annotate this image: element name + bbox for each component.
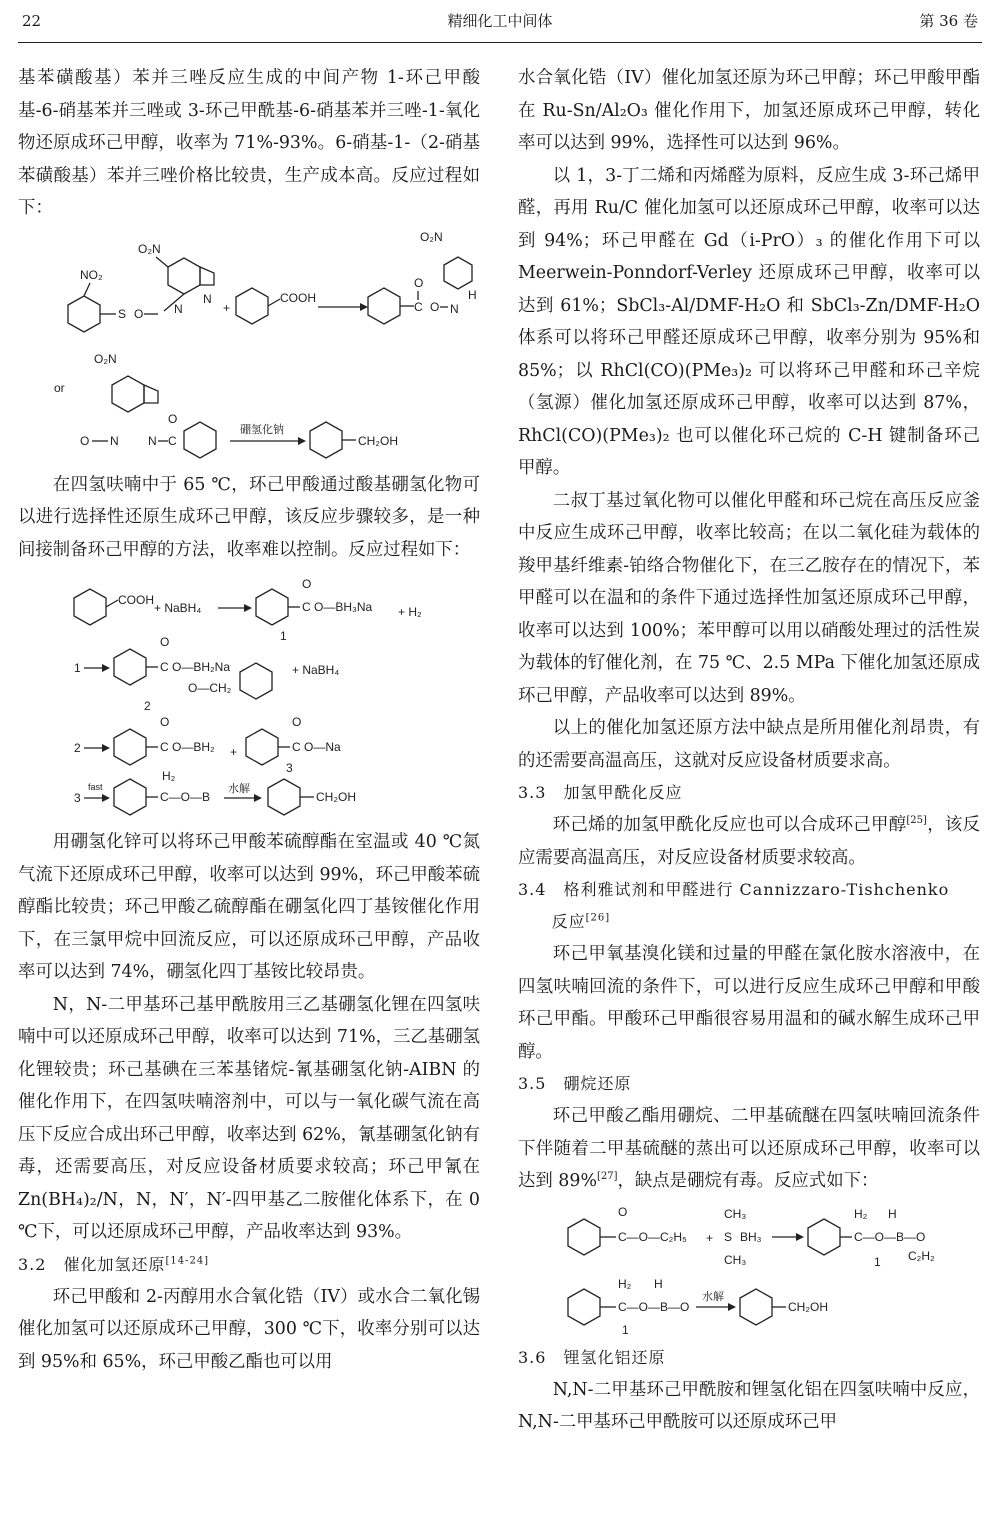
citation: [14-24] xyxy=(165,1255,210,1267)
nitrogen-label: N xyxy=(148,433,157,448)
right-paragraph-2: 以 1，3-丁二烯和丙烯醛为原料，反应生成 3-环己烯甲醛，再用 Ru/C 催化加氢可以还原成环己甲醇，收率可以达到 94%；环己甲醛在 Gd（i-PrO）₃ 的催化作用下可以 Meerwein-Ponndorf-Verley 还原成环己甲醇，收率可以达到 61%；SbCl₃-Al/DMF-H₂O 和 SbCl₃-Zn/DMF-H₂O 体系可以将环己甲醛还原成环己甲醇，收率分别为 95%和 85%；以 RhCl(CO)(PMe₃)₂ 可以将环己甲醛和环己辛烷（氢源）催化加氢还原成环己甲醇，收率可以达到 87%，RhCl(CO)(PMe₃)₂ 也可以催化环己烷的 C-H 键制备环己甲醇。 xyxy=(518,165,980,478)
section-3-2-heading: 3.2 催化加氢还原[14-24] xyxy=(18,1254,210,1274)
citation: [27] xyxy=(596,1171,618,1183)
ester-label: C—O—C₂H₅ xyxy=(618,1229,687,1244)
hydrolysis-label: 水解 xyxy=(702,1289,724,1303)
oxygen-label: O xyxy=(160,635,170,649)
carboxylate-label: O—Na xyxy=(304,740,341,754)
hydroxymethyl-label: CH₂OH xyxy=(358,433,398,448)
reagent-label: + NaBH₄ xyxy=(292,663,340,677)
sulfur-label: S xyxy=(724,1229,733,1244)
left-paragraph-5: 环己甲酸和 2-丙醇用水合氧化锆（IV）或水合二氧化锡催化加氢可以还原成环己甲醇，300 ℃下，收率分别可以达到 95%和 65%，环己甲酸乙酯也可以用 xyxy=(18,1286,480,1372)
right-paragraph-5: 环己烯的加氢甲酰化反应也可以合成环己甲醇[25]，该反应需要高温高压，对反应设备材质要求较高。 xyxy=(518,815,980,868)
section-3-5-heading: 3.5 硼烷还原 xyxy=(518,1074,632,1093)
oxygen-label: O xyxy=(430,299,440,314)
hydroxymethyl-label: CH₂OH xyxy=(788,1299,828,1314)
cyclohexane-ring xyxy=(236,288,268,324)
section-3-3-heading: 3.3 加氢甲酰化反应 xyxy=(518,783,683,802)
oxygen-label: O xyxy=(414,275,424,290)
section-3-6-heading: 3.6 锂氢化铝还原 xyxy=(518,1347,666,1367)
volume-label: 第 36 卷 xyxy=(919,12,978,30)
benzotriazole-ring xyxy=(168,258,200,294)
oxygen-label: O xyxy=(168,411,178,426)
borate-label: O—BH₃Na xyxy=(314,600,373,614)
nitrogen-label: N xyxy=(203,291,212,306)
oxygen-label: O xyxy=(160,715,170,729)
reaction-scheme-2 xyxy=(18,568,480,824)
compound-number-1: 1 xyxy=(280,629,287,643)
right-column xyxy=(518,62,980,1439)
borane-label: O—BH₂ xyxy=(172,740,215,754)
plus-sign: + xyxy=(223,300,231,315)
compound-number-1: 1 xyxy=(874,1254,881,1269)
plus-sign: + xyxy=(706,1230,714,1245)
hydrogen-label: H xyxy=(888,1206,897,1221)
right-paragraph-7: 环己甲酸乙酯用硼烷、二甲基硫醚在四氢呋喃回流条件下伴随着二甲基硫醚的蒸出可以还原成环己甲醇，收率可以达到 89%[27]，缺点是硼烷有毒。反应式如下： xyxy=(518,1106,980,1191)
methyl-label: CH₃ xyxy=(724,1206,747,1221)
carbon-label: C xyxy=(160,740,169,754)
left-paragraph-4: N，N-二甲基环己基甲酰胺用三乙基硼氢化锂在四氢呋喃中可以还原成环己甲醇，收率可以达到 71%，三乙基硼氢化锂较贵；环己基碘在三苯基锗烷-氰基硼氢化钠-AIBN 的催化作用下，在四氢呋喃溶剂中，可以与一氧化碳气流在高压下反应合成出环己甲醇，收率达到 62%，氰基硼氢化钠有毒，还需要高压，对反应设备材质要求较高；环己甲氰在 Zn(BH₄)₂/N，N，N′，N′-四甲基乙二胺催化体系下，在 0 ℃下，可以还原成环己甲醇，产品收率达到 93%。 xyxy=(18,994,480,1242)
ethyl-label: C₂H₂ xyxy=(908,1248,935,1263)
compound-number-3: 3 xyxy=(74,791,81,805)
right-paragraph-6: 环己甲氧基溴化镁和过量的甲醛在氯化胺水溶液中，在四氢呋喃回流的条件下，可以进行反应生成环己甲醇和甲酸环己甲酯。甲酸环己甲酯很容易用温和的碱水解生成环己甲醇。 xyxy=(518,944,980,1062)
left-paragraph-1: 基苯磺酸基）苯并三唑反应生成的中间产物 1-环己甲酸基-6-硝基苯并三唑或 3-环己甲酰基-6-硝基苯并三唑-1-氧化物还原成环己甲醇，收率为 71%-93%。6-硝基-1-（2-硝基苯磺酸基）苯并三唑价格比较贵，生产成本高。反应过程如下： xyxy=(18,68,480,218)
right-paragraph-4: 以上的催化加氢还原方法中缺点是所用催化剂昂贵，有的还需要高温高压，这就对反应设备材质要求高。 xyxy=(518,718,980,771)
fast-label: fast xyxy=(88,782,103,792)
or-label: or xyxy=(54,380,65,395)
borane-label: BH₃ xyxy=(740,1229,762,1244)
borate-label: O—BH₂Na xyxy=(172,660,231,674)
left-paragraph-2: 在四氢呋喃中于 65 ℃，环己甲酸通过酸基硼氢化物可以进行选择性还原生成环己甲醇，该反应步骤较多，是一种间接制备环己甲醇的方法，收率难以控制。反应过程如下： xyxy=(18,474,480,560)
compound-number-2: 2 xyxy=(74,741,81,755)
left-column xyxy=(18,62,480,1378)
hydrolysis-label: 水解 xyxy=(228,782,250,795)
compound-number-3: 3 xyxy=(286,761,293,775)
reaction-scheme-1 xyxy=(18,227,480,467)
borate-label: C—O—B—O xyxy=(618,1299,690,1314)
carbon-label: C xyxy=(292,740,301,754)
oxygen-label: O xyxy=(134,306,144,321)
methylene-label: H₂ xyxy=(854,1206,868,1221)
right-paragraph-3: 二叔丁基过氧化物可以催化甲醛和环己烷在高压反应釜中反应生成环己甲醇，收率比较高；在以二氧化硅为载体的羧甲基纤维素-铂络合物催化下，在三乙胺存在的情况下，苯甲醛可以在温和的条件下通过选择性加氢还原成环己甲醇，收率可以达到 100%；苯甲醇可以用以硝酸处理过的活性炭为载体的钌催化剂，在 75 ℃、2.5 MPa 下催化加氢还原成环己甲醇，产品收率可以达到 89%。 xyxy=(518,490,980,706)
methylene-label: H₂ xyxy=(618,1276,632,1291)
reaction-scheme-3 xyxy=(518,1200,980,1340)
nitrogen-label: N xyxy=(174,301,183,316)
methyl-label: CH₃ xyxy=(724,1252,747,1267)
page-header xyxy=(22,10,978,36)
right-paragraph-8: N,N-二甲基环己甲酰胺和锂氢化铝在四氢呋喃中反应，N,N-二甲基环己甲酰胺可以还原成环己甲 xyxy=(518,1379,980,1432)
oxygen-label: O xyxy=(618,1204,628,1219)
compound-number-2: 2 xyxy=(144,699,151,713)
nitro-label-3: O₂N xyxy=(420,229,443,244)
reagent-label: 硼氢化钠 xyxy=(240,422,284,436)
oxygen-label: O xyxy=(302,577,312,591)
compound-number-1: 1 xyxy=(622,1322,629,1337)
reagent-label: + NaBH₄ xyxy=(154,601,202,615)
carboxyl-label: COOH xyxy=(280,290,316,305)
carbon-label: C xyxy=(168,433,177,448)
nitro-label-4: O₂N xyxy=(94,351,117,366)
sulfur-label: S xyxy=(118,306,127,321)
journal-name: 精细化工中间体 xyxy=(447,12,553,30)
carbon-label: C xyxy=(414,299,423,314)
carbon-label: C xyxy=(302,600,311,614)
nitrogen-label: N xyxy=(110,433,119,448)
methylene-label: H₂ xyxy=(162,769,176,783)
oxygen-label: O xyxy=(292,715,302,729)
benzene-ring xyxy=(68,296,100,332)
nitro-label: NO₂ xyxy=(80,267,103,282)
hydrogen-label: H xyxy=(654,1276,663,1291)
carboxyl-label: COOH xyxy=(118,593,154,607)
section-3-4-heading-cont: 反应[26] xyxy=(551,912,611,931)
section-3-4-heading: 3.4 格利雅试剂和甲醛进行 Cannizzaro-Tishchenko xyxy=(518,880,950,899)
hydrogen-label: H xyxy=(468,287,477,302)
carbon-label: C xyxy=(160,660,169,674)
compound-number-1: 1 xyxy=(74,661,81,675)
citation: [25] xyxy=(906,815,927,827)
page-number: 22 xyxy=(22,12,42,30)
hydroxymethyl-label: CH₂OH xyxy=(316,790,356,804)
nitrogen-label: N xyxy=(450,301,459,316)
plus-sign: + xyxy=(230,745,238,759)
oxygen-label: O xyxy=(80,433,90,448)
left-paragraph-3: 用硼氢化锌可以将环己甲酸苯硫醇酯在室温或 40 ℃氮气流下还原成环己甲醇，收率可以达到 99%，环己甲酸苯硫醇酯比较贵；环己甲酸乙硫醇酯在硼氢化四丁基铵催化作用下，在三氯甲烷中回流反应，可以还原成环己甲醇，产品收率可以达到 74%，硼氢化四丁基铵比较昂贵。 xyxy=(18,832,480,982)
borate-ester-label: C—O—B xyxy=(160,790,211,804)
hydrogen-label: + H₂ xyxy=(398,605,422,619)
alkoxy-label: O—CH₂ xyxy=(188,681,232,695)
nitro-label-2: O₂N xyxy=(138,241,161,256)
cyclohexane-ring xyxy=(368,288,400,324)
right-paragraph-1: 水合氧化锆（IV）催化加氢还原为环己甲醇；环己甲酸甲酯在 Ru-Sn/Al₂O₃ 催化作用下，加氢还原成环己甲醇，转化率可以达到 99%，选择性可以达到 96%。 xyxy=(518,68,980,153)
borate-label: C—O—B—O xyxy=(854,1229,926,1244)
citation: [26] xyxy=(585,912,611,924)
header-rule xyxy=(18,42,982,43)
